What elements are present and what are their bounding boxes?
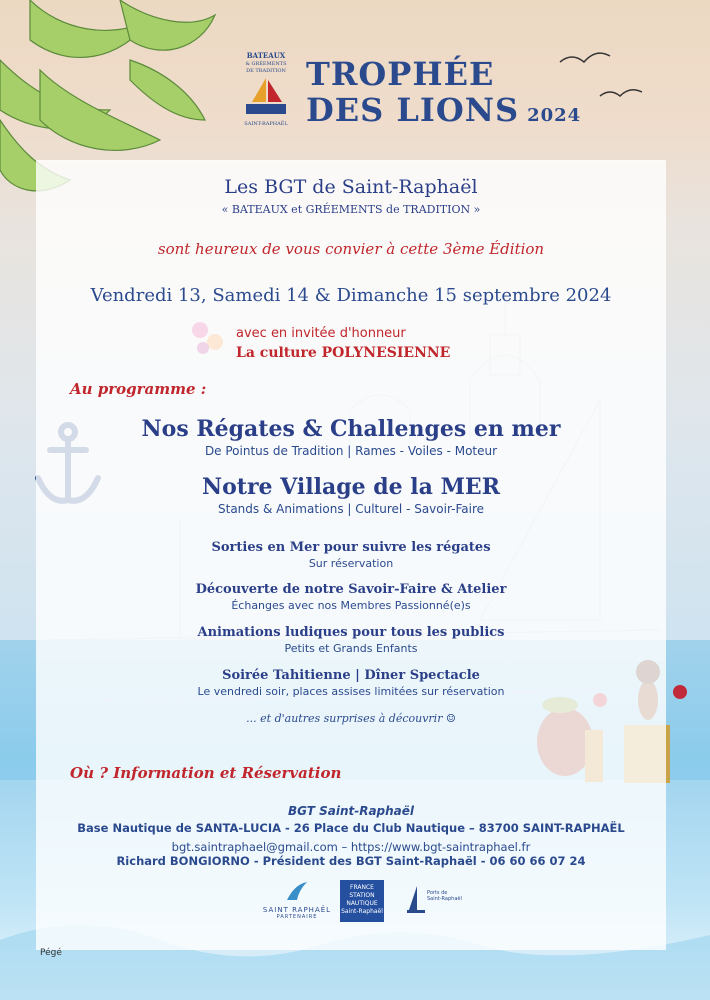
org-title: Les BGT de Saint-Raphaël	[224, 176, 478, 198]
title-line1: TROPHÉE	[306, 55, 495, 93]
info-label: Où ? Information et Réservation	[70, 764, 342, 782]
programme-item-subtitle-1: Sur réservation	[308, 557, 394, 570]
programme-main-subtitle-2: Stands & Animations | Culturel - Savoir-Faire	[218, 502, 484, 516]
sponsor-station-nautique	[340, 880, 384, 922]
bird-logo-icon	[285, 880, 309, 902]
sponsor2-line1: FRANCE	[350, 884, 374, 891]
programme-label: Au programme :	[70, 380, 207, 398]
programme-main-subtitle-1: De Pointus de Tradition | Rames - Voiles - Moteur	[204, 444, 498, 458]
artist-signature: Pégé	[40, 948, 62, 958]
sponsor3-line2: Saint-Raphaël	[427, 896, 462, 902]
programme-item-title-3: Animations ludiques pour tous les publics	[197, 625, 505, 640]
honor-line1: avec en invitée d'honneur	[236, 326, 406, 341]
contact-name: BGT Saint-Raphaël	[287, 804, 415, 818]
surprise-text: ... et d'autres surprises à découvrir ☺	[246, 712, 456, 725]
page-title	[306, 56, 581, 134]
sponsor-ports	[405, 884, 465, 914]
sponsor3-line1: Ports de	[427, 890, 448, 896]
sponsor2-line2: STATION	[349, 892, 375, 899]
sailboat-logo-icon	[242, 74, 290, 116]
title-line2: DES LIONS	[306, 91, 520, 129]
bgt-logo	[236, 52, 296, 134]
ports-sail-icon	[405, 884, 427, 914]
contact-president: Richard BONGIORNO - Président des BGT Saint-Raphaël - 06 60 66 07 24	[116, 854, 586, 868]
programme-item-title-2: Découverte de notre Savoir-Faire & Atelier	[195, 582, 507, 597]
logo-city: SAINT-RAPHAËL	[244, 121, 288, 127]
contact-address: Base Nautique de SANTA-LUCIA - 26 Place du Club Nautique – 83700 SAINT-RAPHAËL	[77, 821, 625, 835]
programme-item-title-1: Sorties en Mer pour suivre les régates	[211, 540, 491, 555]
logo-line3: DE TRADITION	[246, 68, 286, 74]
programme-item-subtitle-3: Petits et Grands Enfants	[284, 642, 418, 655]
invitation-text: sont heureux de vous convier à cette 3ème Édition	[157, 240, 545, 258]
sponsor1-sub: PARTENAIRE	[276, 914, 318, 920]
programme-item-title-4: Soirée Tahitienne | Dîner Spectacle	[222, 668, 480, 683]
programme-item-subtitle-2: Échanges avec nos Membres Passionné(e)s	[231, 599, 471, 612]
org-fullname: « BATEAUX et GRÉEMENTS de TRADITION »	[221, 203, 481, 216]
contact-web[interactable]: bgt.saintraphael@gmail.com – https://www.bgt-saintraphael.fr	[171, 840, 531, 854]
station-nautique-badge	[340, 880, 384, 922]
sponsor-saint-raphael	[262, 880, 332, 920]
programme-main-title-1: Nos Régates & Challenges en mer	[141, 416, 561, 442]
sponsor1-name: SAINT RAPHAËL	[262, 906, 332, 914]
logo-line2: & GRÉEMENTS	[245, 61, 287, 67]
title-year: 2024	[527, 105, 582, 126]
programme-item-subtitle-4: Le vendredi soir, places assises limitées sur réservation	[197, 685, 505, 698]
logo-line1: BATEAUX	[246, 51, 286, 60]
programme-main-title-2: Notre Village de la MER	[202, 474, 500, 500]
event-dates: Vendredi 13, Samedi 14 & Dimanche 15 septembre 2024	[90, 285, 612, 306]
honor-line2: La culture POLYNESIENNE	[236, 345, 451, 361]
sponsor2-line4: Saint-Raphaël	[341, 908, 383, 915]
sponsor2-line3: NAUTIQUE	[346, 900, 378, 907]
